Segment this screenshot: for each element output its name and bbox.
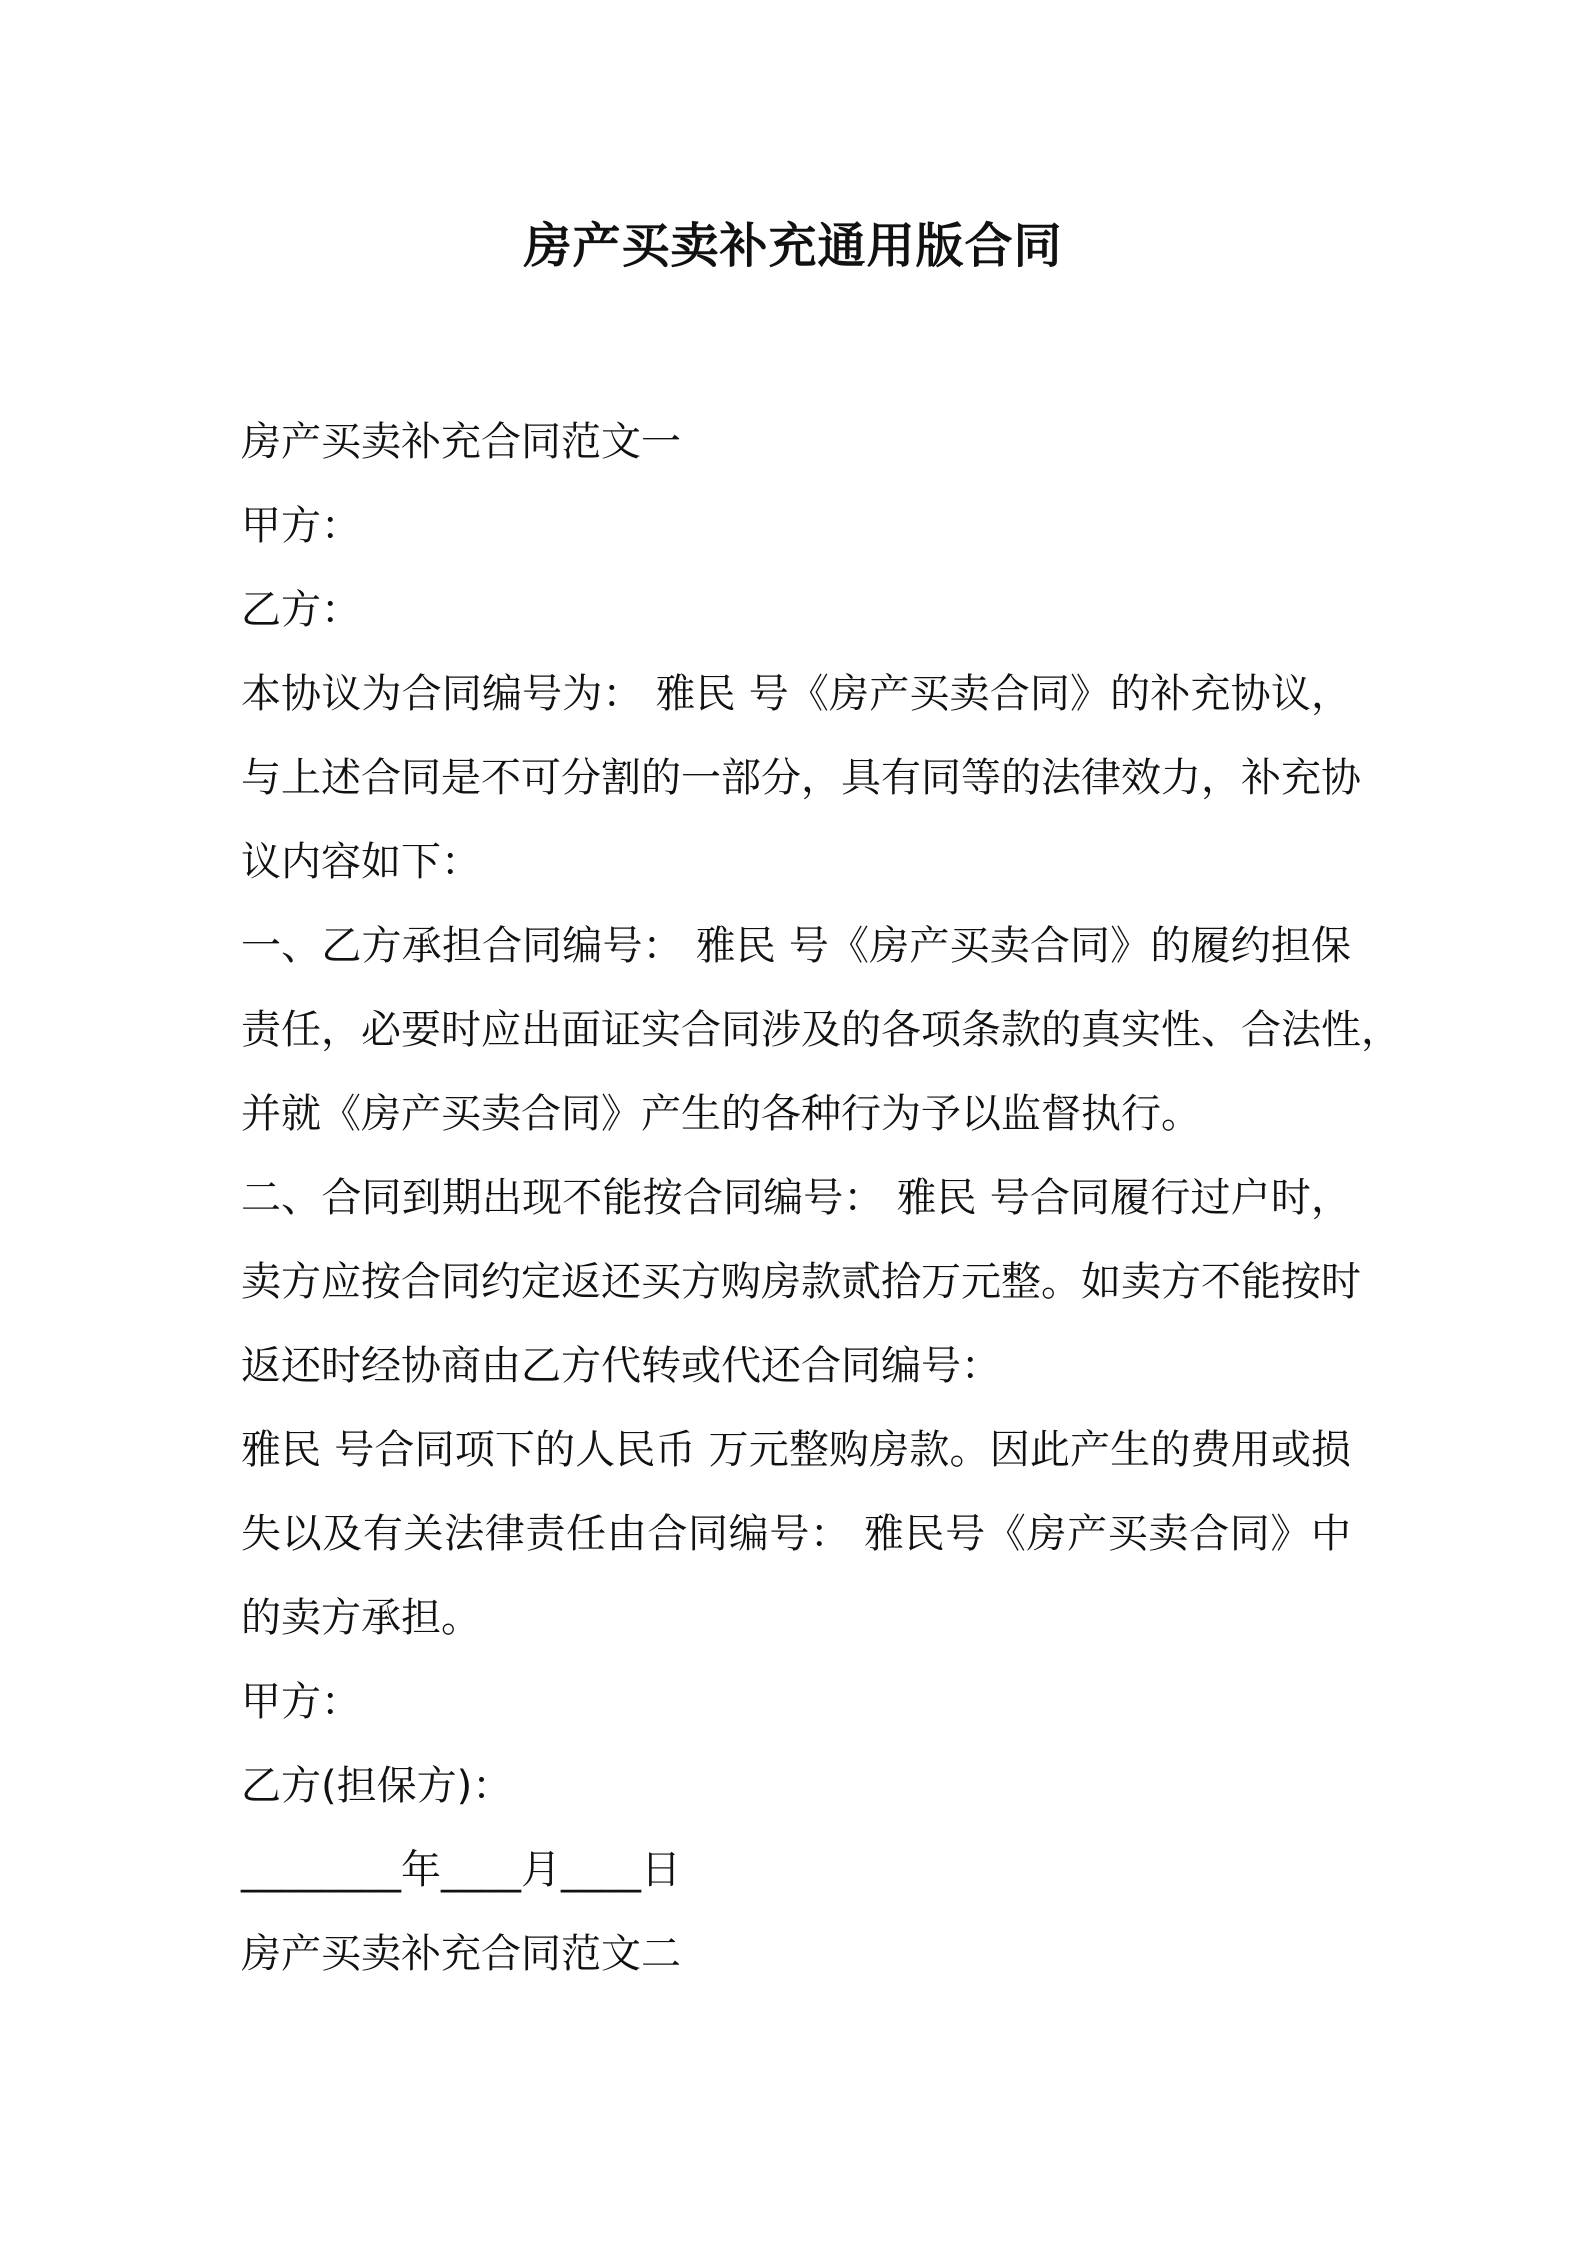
clause-one-line: 责任，必要时应出面证实合同涉及的各项条款的真实性、合法性， (241, 1007, 1401, 1053)
party-a-label: 甲方： (241, 503, 361, 549)
clause-one-line: 并就《房产买卖合同》产生的各种行为予以监督执行。 (241, 1091, 1201, 1137)
clause-one-line: 一、乙方承担合同编号： 雅民 号《房产买卖合同》的履约担保 (241, 923, 1351, 969)
document-title: 房产买卖补充通用版合同 (523, 218, 1063, 274)
paragraph-line: 议内容如下： (241, 839, 481, 885)
paragraph-line: 与上述合同是不可分割的一部分，具有同等的法律效力，补充协 (241, 755, 1361, 801)
party-b-guarantor-signature-label: 乙方(担保方)： (241, 1763, 513, 1809)
document-body (241, 400, 1401, 1996)
section-heading-sample-two: 房产买卖补充合同范文二 (241, 1931, 681, 1977)
paragraph-line: 本协议为合同编号为： 雅民 号《房产买卖合同》的补充协议， (241, 671, 1351, 717)
clause-two-line: 失以及有关法律责任由合同编号： 雅民号《房产买卖合同》中 (241, 1511, 1351, 1557)
clause-two-line: 二、合同到期出现不能按合同编号： 雅民 号合同履行过户时， (241, 1175, 1351, 1221)
date-line: ________年____月____日 (241, 1847, 681, 1893)
clause-two-line: 卖方应按合同约定返还买方购房款贰拾万元整。如卖方不能按时 (241, 1259, 1361, 1305)
party-b-label: 乙方： (241, 587, 361, 633)
clause-two-line: 返还时经协商由乙方代转或代还合同编号： (241, 1343, 1001, 1389)
clause-two-line: 雅民 号合同项下的人民币 万元整购房款。因此产生的费用或损 (241, 1427, 1351, 1473)
section-heading-sample-one: 房产买卖补充合同范文一 (241, 419, 681, 465)
party-a-signature-label: 甲方： (241, 1679, 361, 1725)
clause-two-line: 的卖方承担。 (241, 1595, 481, 1641)
